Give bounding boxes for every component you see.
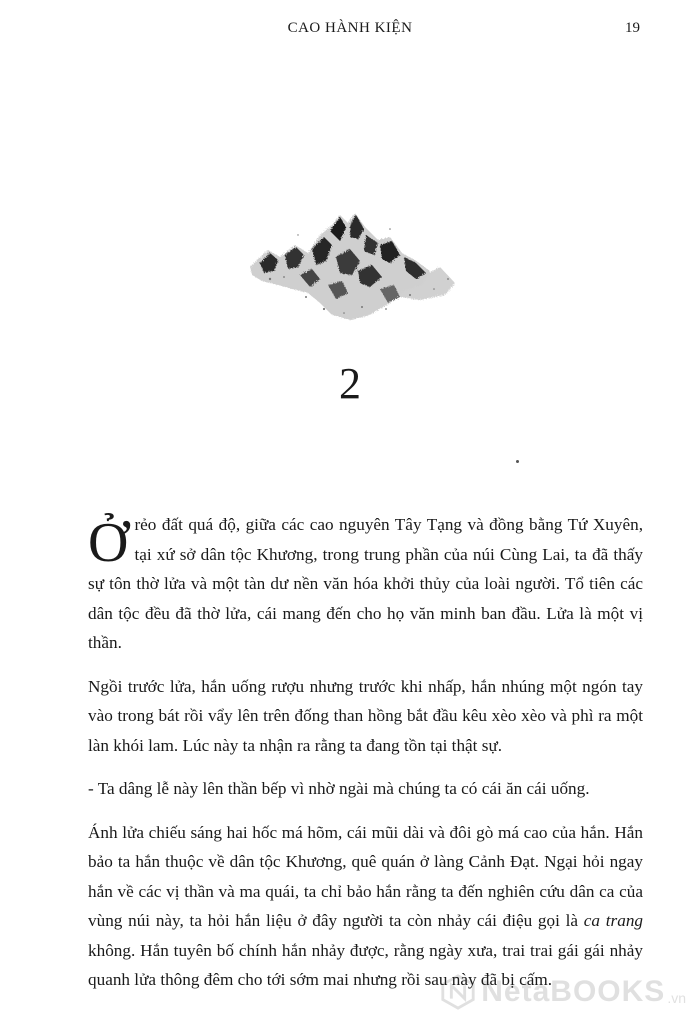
paragraph-2: Ngồi trước lửa, hắn uống rượu nhưng trước khi nhấp, hắn nhúng một ngón tay vào trong bát rồi vẩy lên trên đống than hồng bắt đầu kêu xèo xèo và phì ra một làn khói lam. Lúc này ta nhận ra rằng ta đang tồn tại thật sự. [88, 676, 643, 755]
chapter-number: 2 [339, 359, 361, 408]
watermark-brand: NetaBOOKS [481, 975, 666, 1008]
body-text [88, 510, 643, 1009]
paragraph-3-dialogue: - Ta dâng lễ này lên thần bếp vì nhờ ngài mà chúng ta có cái ăn cái uống. [88, 779, 590, 798]
page-number: 19 [625, 20, 640, 36]
running-title: CAO HÀNH KIỆN [287, 20, 413, 36]
paragraph-4 [88, 818, 643, 995]
paragraph-4-text-a: Ánh lửa chiếu sáng hai hốc má hõm, cái mũi dài và đôi gò má cao của hắn. Hắn bảo ta hắn thuộc về dân tộc Khương, quê quán ở làng Cảnh Đạt. Ngại hỏi ngay hắn về các vị thần và ma quái, ta chỉ bảo hắn rằng ta đến nghiên cứu dân ca của vùng núi này, ta hỏi hắn liệu ở đây người ta còn nhảy cái điệu gọi là [88, 822, 643, 930]
drop-cap: Ở [88, 512, 129, 574]
netabooks-logo-icon [439, 973, 477, 1011]
paragraph-1-text: rẻo đất quá độ, giữa các cao nguyên Tây Tạng và đồng bằng Tứ Xuyên, tại xứ sở dân tộc Khương, trong trung phần của núi Cùng Lai, ta đã thấy sự tôn thờ lửa và một tàn dư nền văn hóa khởi thủy của loài người. Tổ tiên các dân tộc đều đã thờ lửa, cái mang đến cho họ văn minh ban đầu. Lửa là một vị thần. [88, 515, 643, 652]
paragraph-1 [88, 510, 643, 658]
paragraph-4-text-b: không. Hắn tuyên bố chính hắn nhảy được, rằng ngày xưa, trai trai gái gái nhảy quanh lửa thông đêm cho tới sớm mai nhưng rồi sau này đã bị cấm. [88, 940, 643, 989]
running-header [0, 20, 700, 44]
watermark-tld: .vn [667, 990, 686, 1006]
ink-speck [516, 460, 519, 463]
ink-mountain-icon [240, 205, 470, 335]
paragraph-4-italic: ca trang [583, 911, 644, 930]
watermark [439, 972, 686, 1012]
